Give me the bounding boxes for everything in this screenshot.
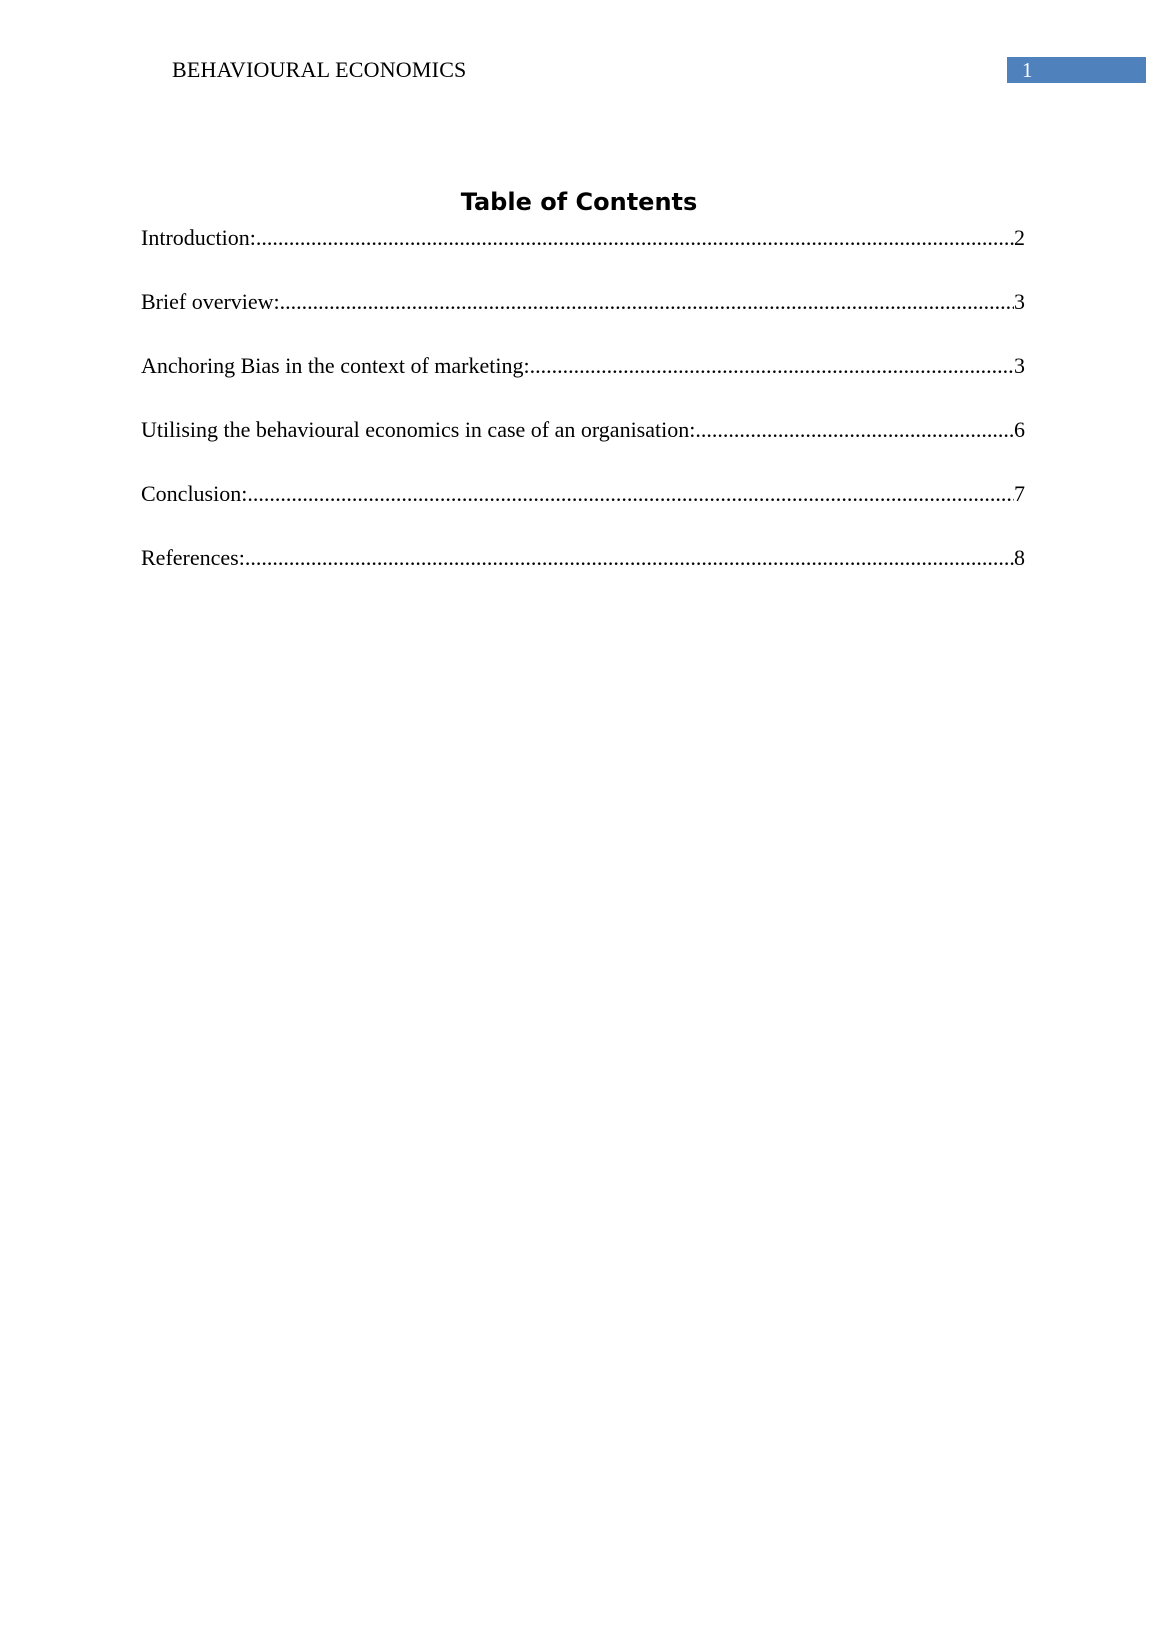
toc-entry-page: 2	[1014, 225, 1025, 250]
toc-dot-leader	[245, 544, 1014, 572]
toc-dot-leader	[695, 416, 1014, 444]
toc-entry-label: Conclusion:	[141, 481, 248, 506]
table-of-contents	[141, 224, 1025, 608]
toc-entry-references[interactable]	[141, 544, 1025, 572]
toc-dot-leader	[280, 288, 1014, 316]
toc-entry-label: Brief overview:	[141, 289, 280, 314]
page-number-badge	[1007, 57, 1146, 83]
toc-entry-label: Utilising the behavioural economics in case of an organisation:	[141, 417, 696, 442]
page-number: 1	[1022, 58, 1033, 82]
toc-entry-page: 7	[1014, 481, 1025, 506]
running-header-title: BEHAVIOURAL ECONOMICS	[172, 57, 467, 82]
toc-entry-utilising-behavioural-economics[interactable]	[141, 416, 1025, 444]
toc-entry-label: References:	[141, 545, 245, 570]
toc-entry-page: 3	[1014, 289, 1025, 314]
toc-entry-label: Anchoring Bias in the context of marketing:	[141, 353, 530, 378]
toc-entry-page: 6	[1014, 417, 1025, 442]
toc-entry-anchoring-bias[interactable]	[141, 352, 1025, 380]
toc-entry-introduction[interactable]	[141, 224, 1025, 252]
toc-entry-label: Introduction:	[141, 225, 256, 250]
toc-entry-conclusion[interactable]	[141, 480, 1025, 508]
toc-entry-brief-overview[interactable]	[141, 288, 1025, 316]
toc-entry-page: 3	[1014, 353, 1025, 378]
toc-heading: Table of Contents	[460, 188, 698, 216]
toc-dot-leader	[256, 224, 1014, 252]
toc-entry-page: 8	[1014, 545, 1025, 570]
toc-dot-leader	[247, 480, 1014, 508]
toc-dot-leader	[530, 352, 1014, 380]
